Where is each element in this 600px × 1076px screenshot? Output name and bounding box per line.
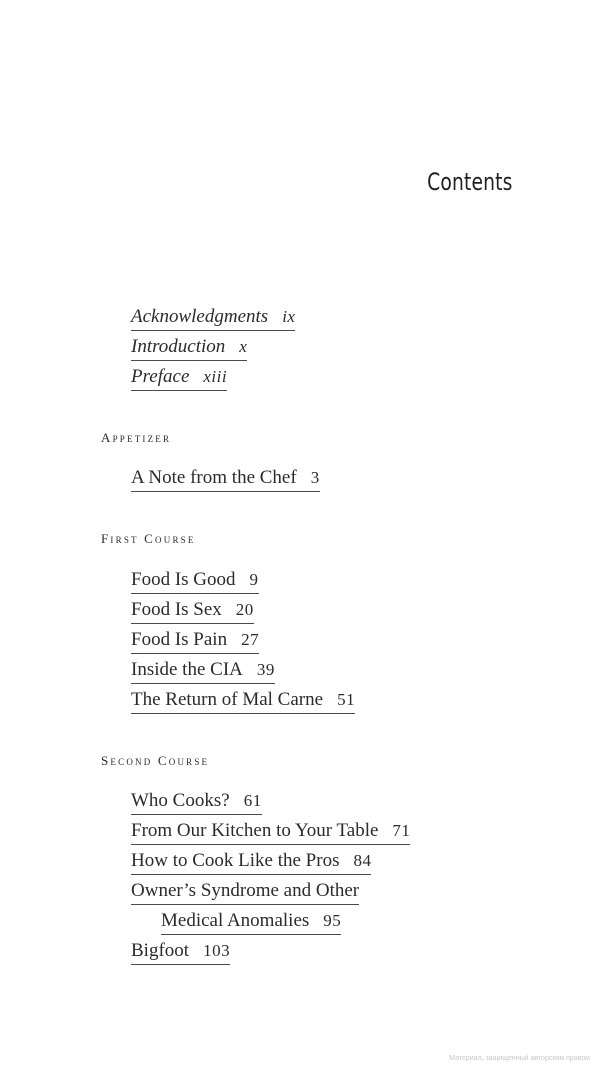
toc-entry-title: Who Cooks? bbox=[131, 790, 230, 811]
toc-entry-title: Food Is Pain bbox=[131, 629, 228, 650]
copyright-watermark: Материал, защищенный авторским правом bbox=[449, 1055, 590, 1062]
toc-entry-title: Introduction bbox=[131, 336, 226, 357]
toc-entry-page: 27 bbox=[241, 630, 260, 649]
toc-entry-page: 3 bbox=[310, 468, 320, 487]
toc-entry-page: 103 bbox=[203, 941, 231, 960]
toc-entry-page: 9 bbox=[249, 570, 259, 589]
toc-entry-title: Food Is Good bbox=[131, 569, 236, 590]
toc-entry-who-cooks[interactable] bbox=[131, 789, 262, 815]
toc-entry-bigfoot[interactable] bbox=[131, 939, 230, 965]
toc-entry-page: 51 bbox=[337, 690, 356, 709]
toc-entry-note-from-chef[interactable] bbox=[131, 466, 320, 492]
toc-entry-title: The Return of Mal Carne bbox=[131, 689, 324, 710]
toc-entry-page: xiii bbox=[203, 367, 228, 386]
toc-entry-owners-syndrome[interactable] bbox=[131, 879, 359, 905]
section-heading-second-course: Second Course bbox=[101, 753, 210, 768]
toc-entry-inside-the-cia[interactable] bbox=[131, 658, 275, 684]
section-heading-appetizer: Appetizer bbox=[101, 430, 172, 445]
toc-entry-page: x bbox=[239, 337, 248, 356]
toc-entry-owners-syndrome-continuation[interactable] bbox=[161, 909, 341, 935]
toc-entry-title: Preface bbox=[131, 366, 190, 387]
toc-entry-title: Bigfoot bbox=[131, 940, 190, 961]
toc-entry-how-to-cook-like-pros[interactable] bbox=[131, 849, 371, 875]
toc-entry-page: 71 bbox=[392, 821, 411, 840]
toc-entry-title-continuation: Medical Anomalies bbox=[161, 910, 310, 931]
toc-entry-page: ix bbox=[282, 307, 296, 326]
toc-entry-page: 84 bbox=[353, 851, 372, 870]
page-title: Contents bbox=[427, 168, 513, 196]
toc-entry-title: A Note from the Chef bbox=[131, 467, 297, 488]
toc-entry-title: How to Cook Like the Pros bbox=[131, 850, 340, 871]
toc-entry-food-is-pain[interactable] bbox=[131, 628, 259, 654]
toc-entry-title: Acknowledgments bbox=[131, 306, 269, 327]
toc-entry-title: Food Is Sex bbox=[131, 599, 222, 620]
toc-entry-title: Owner’s Syndrome and Other bbox=[131, 880, 360, 901]
toc-entry-page: 39 bbox=[256, 660, 275, 679]
toc-entry-page: 95 bbox=[323, 911, 342, 930]
toc-entry-introduction[interactable] bbox=[131, 335, 247, 361]
toc-entry-title: Inside the CIA bbox=[131, 659, 243, 680]
toc-entry-food-is-good[interactable] bbox=[131, 568, 259, 594]
toc-entry-return-of-mal-carne[interactable] bbox=[131, 688, 355, 714]
toc-entry-acknowledgments[interactable] bbox=[131, 305, 295, 331]
toc-entry-food-is-sex[interactable] bbox=[131, 598, 254, 624]
toc-entry-page: 61 bbox=[243, 791, 262, 810]
section-heading-first-course: First Course bbox=[101, 531, 196, 546]
toc-entry-preface[interactable] bbox=[131, 365, 227, 391]
toc-entry-title: From Our Kitchen to Your Table bbox=[131, 820, 379, 841]
toc-entry-from-our-kitchen[interactable] bbox=[131, 819, 410, 845]
toc-entry-page: 20 bbox=[235, 600, 254, 619]
